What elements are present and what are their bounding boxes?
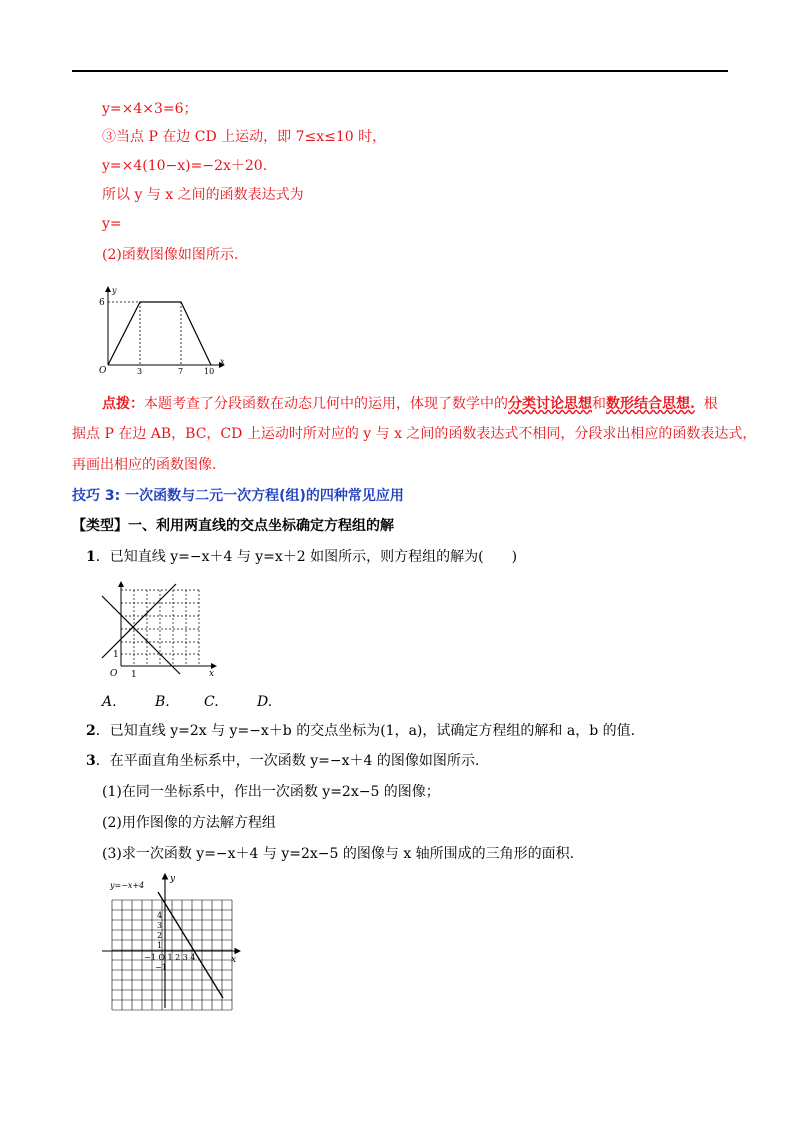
line-label: y=−x+4	[110, 881, 145, 890]
axis-x-label: x	[209, 669, 215, 679]
solution-line-3: y=×4(10−x)=−2x＋20.	[102, 158, 268, 174]
axis-x-label: x	[231, 955, 237, 965]
ytick-neg1: −1	[155, 963, 167, 972]
solution-line-1: y=×4×3=6；	[102, 101, 198, 117]
ytick-4: 4	[157, 911, 163, 920]
section-title: 技巧 3: 一次函数与二元一次方程(组)的四种常见应用	[72, 488, 404, 504]
tip-line-2: 据点 P 在边 AB，BC，CD 上运动时所对应的 y 与 x 之间的函数表达式不相同，分段求出相应的函数表达式，	[72, 426, 757, 442]
ytick-2: 2	[157, 931, 163, 940]
option-a[interactable]: A.	[102, 694, 117, 710]
two-lines-figure	[96, 578, 221, 680]
question-3-sub-1: (1)在同一坐标系中，作出一次函数 y=2x−5 的图像；	[102, 784, 440, 800]
xtick-10: 10	[204, 367, 215, 376]
tip-line-1	[102, 395, 718, 413]
axis-y-label: y	[112, 286, 117, 295]
xtick-1: 1	[131, 670, 137, 680]
origin-label: O	[110, 669, 118, 679]
ytick-1: 1	[157, 941, 163, 950]
line-neg-x-plus-4	[102, 596, 180, 674]
tip-emphasis-1: 分类讨论思想	[508, 396, 592, 412]
x-tick-labels: −1 O 1 2 3 4	[144, 953, 196, 962]
question-2-number: 2	[86, 723, 96, 739]
question-2	[86, 722, 635, 740]
solution-line-5: y=	[102, 216, 122, 232]
solution-line-6: (2)函数图像如图所示.	[102, 247, 239, 263]
question-3-sub-3: (3)求一次函数 y=−x＋4 与 y=2x−5 的图像与 x 轴所围成的三角形的面积.	[102, 846, 575, 862]
question-3-number: 3	[86, 753, 96, 769]
axis-y-label: y	[170, 874, 176, 884]
option-b[interactable]: B.	[155, 694, 170, 710]
tip-text-c: 根	[703, 396, 718, 412]
question-1-number: 1	[86, 549, 96, 565]
question-2-text: ．已知直线 y=2x 与 y=−x＋b 的交点坐标为(1，a)，试确定方程组的解和 a，b 的值.	[95, 723, 636, 739]
question-3-text: ．在平面直角坐标系中，一次函数 y=−x＋4 的图像如图所示.	[95, 753, 480, 769]
solution-line-4: 所以 y 与 x 之间的函数表达式为	[102, 187, 304, 203]
tip-emphasis-2: 数形结合思想.	[606, 396, 695, 412]
type-heading: 【类型】一、利用两直线的交点坐标确定方程组的解	[72, 518, 394, 534]
option-c[interactable]: C.	[204, 694, 219, 710]
xtick-7: 7	[178, 367, 184, 376]
coordinate-grid-figure	[98, 872, 248, 1012]
tip-line-3: 再画出相应的函数图像.	[72, 457, 217, 473]
question-3-sub-2: (2)用作图像的方法解方程组	[102, 815, 276, 831]
header-rule	[72, 70, 728, 72]
graph-line	[108, 302, 211, 365]
ytick-3: 3	[157, 921, 163, 930]
ytick-6: 6	[99, 298, 105, 308]
line-neg-x-plus-4	[158, 892, 223, 998]
option-d[interactable]: D.	[257, 694, 273, 710]
xtick-3: 3	[137, 367, 143, 376]
tip-text-b: 和	[592, 396, 606, 412]
question-1-text: ．已知直线 y=−x＋4 与 y=x＋2 如图所示，则方程组的解为( )	[95, 549, 518, 565]
origin-label: O	[99, 366, 107, 376]
function-graph-figure	[96, 283, 231, 376]
solution-line-2: ③当点 P 在边 CD 上运动，即 7≤x≤10 时，	[102, 129, 387, 145]
line-x-plus-2	[102, 584, 176, 658]
ytick-1: 1	[113, 650, 119, 660]
tip-text-a: 本题考查了分段函数在动态几何中的运用，体现了数学中的	[144, 396, 508, 412]
tip-label: 点拨：	[102, 396, 144, 412]
axis-x-label: x	[220, 357, 225, 366]
question-1	[86, 548, 517, 566]
question-3	[86, 752, 479, 770]
